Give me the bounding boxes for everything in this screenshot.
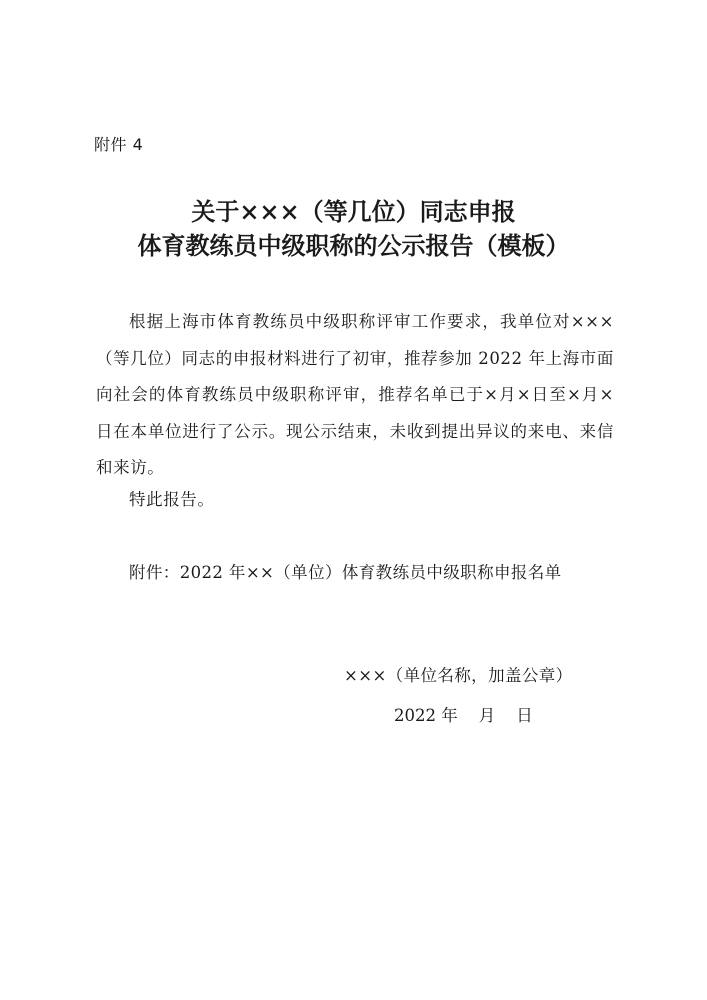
closing-text: 特此报告。: [129, 490, 215, 509]
title-line-2: 体育教练员中级职称的公示报告（模板）: [137, 231, 570, 260]
title-line-1: 关于×××（等几位）同志申报: [191, 197, 516, 226]
attachment-reference: 附件：2022 年××（单位）体育教练员中级职称申报名单: [129, 563, 562, 582]
document-title: [0, 195, 707, 263]
signature-line: ×××（单位名称，加盖公章）: [344, 666, 573, 685]
body-paragraph: 根据上海市体育教练员中级职称评审工作要求，我单位对×××（等几位）同志的申报材料进行了初审，推荐参加 2022 年上海市面向社会的体育教练员中级职称评审，推荐名单已于×月×日至×月×日在本单位进行了公示。现公示结束，未收到提出异议的来电、来信和来访。: [96, 312, 614, 477]
attachment-label: 附件 4: [94, 135, 144, 154]
date-line: 2022 年 月 日: [394, 706, 533, 725]
